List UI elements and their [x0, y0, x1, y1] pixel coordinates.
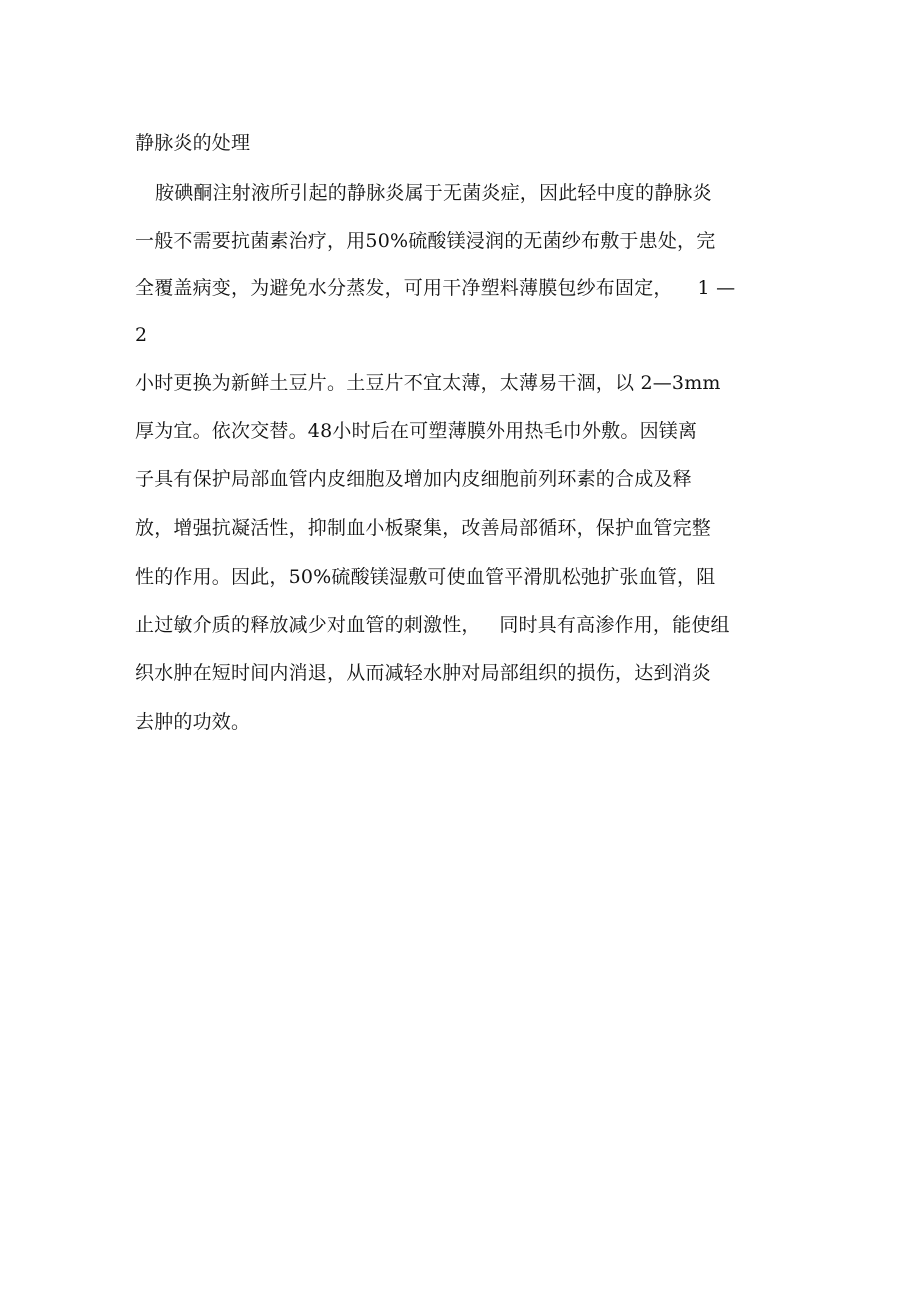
paragraph-line-4: 2 — [135, 324, 148, 346]
paragraph-line-11: 织水肿在短时间内消退，从而减轻水肿对局部组织的损伤，达到消炎 — [135, 662, 712, 684]
paragraph-line-10: 止过敏介质的释放减少对血管的刺激性， 同时具有高渗作用，能使组 — [135, 614, 730, 636]
paragraph-line-5: 小时更换为新鲜土豆片。土豆片不宜太薄，太薄易干涸，以 2—3mm — [135, 372, 721, 394]
paragraph-line-9: 性的作用。因此，50%硫酸镁湿敷可使血管平滑肌松弛扩张血管，阻 — [135, 566, 716, 588]
paragraph-line-3: 全覆盖病变，为避免水分蒸发，可用干净塑料薄膜包纱布固定， 1 — — [135, 277, 736, 299]
paragraph-line-1: 胺碘酮注射液所引起的静脉炎属于无菌炎症，因此轻中度的静脉炎 — [155, 182, 712, 204]
document-title: 静脉炎的处理 — [135, 132, 251, 154]
paragraph-line-7: 子具有保护局部血管内皮细胞及增加内皮细胞前列环素的合成及释 — [135, 468, 692, 490]
paragraph-line-6: 厚为宜。依次交替。48小时后在可塑薄膜外用热毛巾外敷。因镁离 — [135, 420, 698, 442]
paragraph-line-2: 一般不需要抗菌素治疗，用50%硫酸镁浸润的无菌纱布敷于患处，完 — [135, 230, 716, 252]
paragraph-line-8: 放，增强抗凝活性，抑制血小板聚集，改善局部循环，保护血管完整 — [135, 517, 712, 539]
paragraph-line-12: 去肿的功效。 — [135, 711, 251, 733]
